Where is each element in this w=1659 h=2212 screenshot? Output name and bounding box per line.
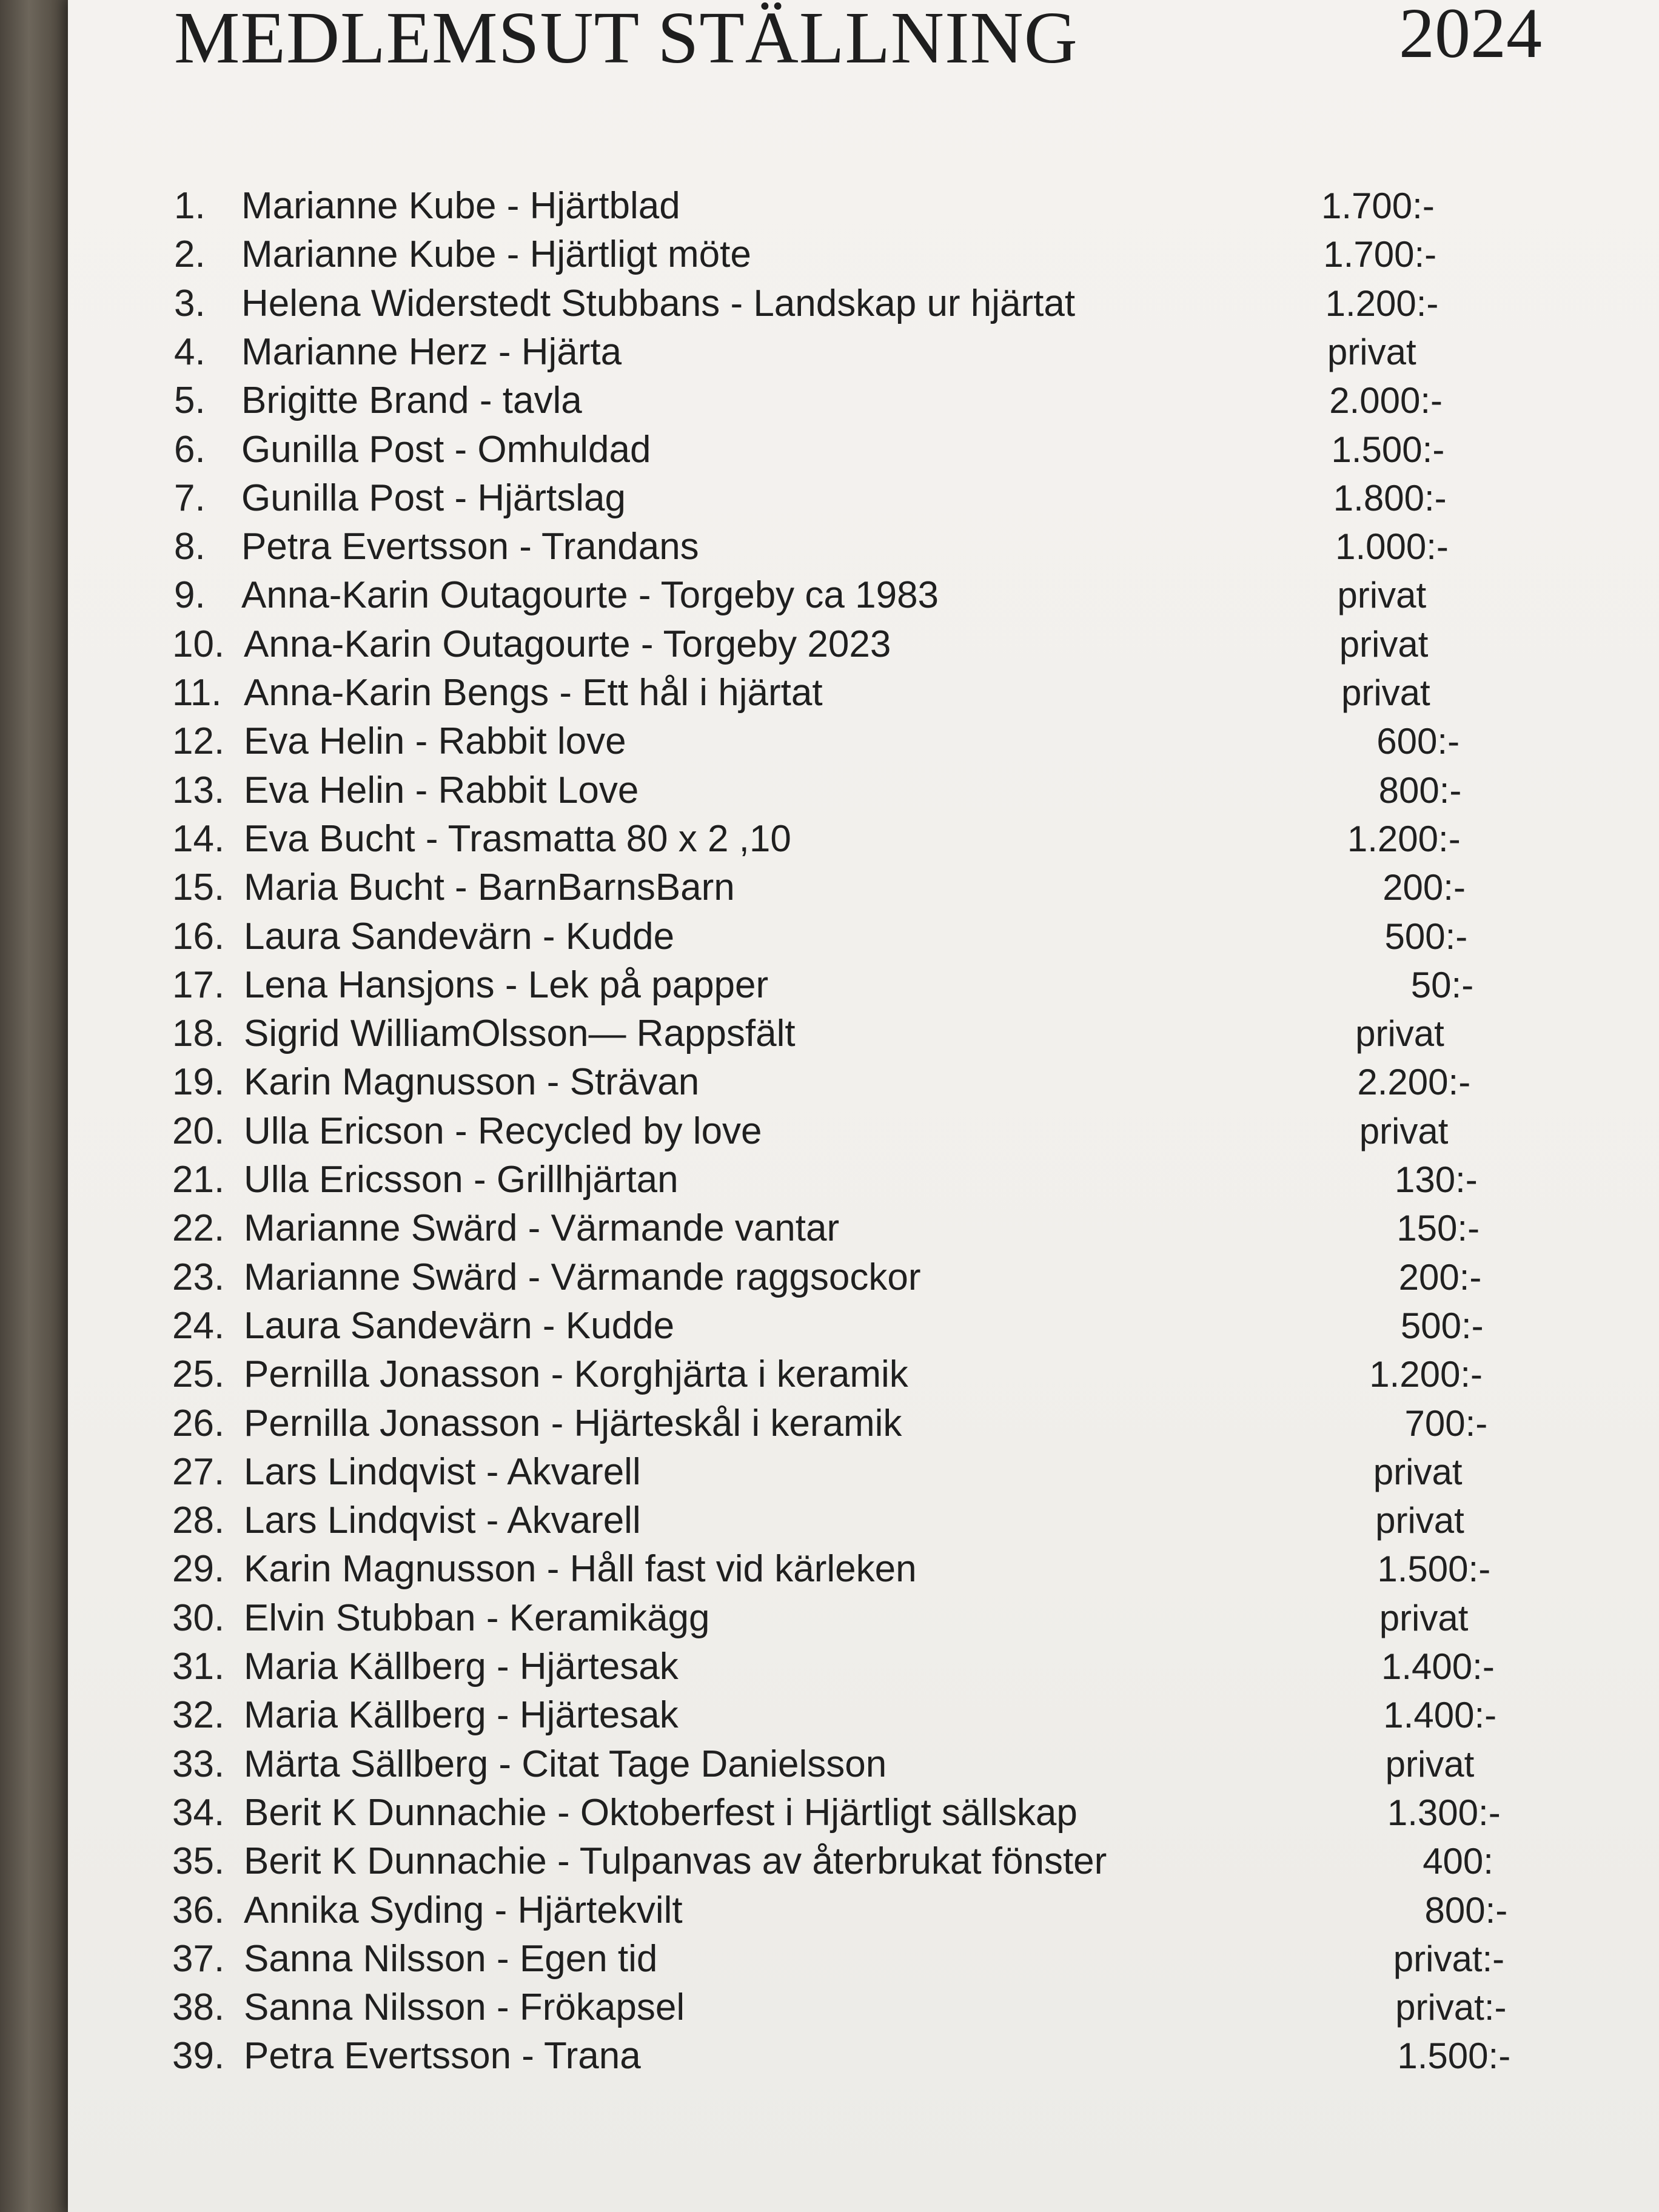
list-item [68,1010,1659,1058]
item-number: 32. [172,1694,225,1737]
item-price: privat [1373,1451,1463,1492]
item-title: Karin Magnusson - Strävan [244,1061,700,1104]
item-price: 1.500:- [1331,429,1445,470]
item-price: privat [1379,1597,1469,1638]
item-number: 23. [172,1256,225,1298]
item-title: Laura Sandevärn - Kudde [244,915,675,957]
item-price: privat [1359,1110,1449,1151]
paper-sheet [68,0,1659,2212]
item-number: 17. [172,964,225,1006]
item-price: 1.200:- [1347,818,1461,859]
item-price: privat [1339,623,1429,665]
item-title: Anna-Karin Outagourte - Torgeby ca 1983 [241,574,939,617]
item-title: Eva Bucht - Trasmatta 80 x 2 ,10 [244,817,791,860]
item-title: Brigitte Brand - tavla [241,380,582,422]
list-item [68,1886,1659,1935]
list-item [68,1545,1659,1594]
item-title: Pernilla Jonasson - Hjärteskål i keramik [244,1402,902,1444]
list-item [68,620,1659,669]
item-title: Eva Helin - Rabbit Love [244,769,639,811]
item-number: 12. [172,720,225,763]
item-price: 1.800:- [1333,477,1447,518]
item-price: 150:- [1396,1208,1480,1249]
item-number: 10. [172,623,225,665]
item-number: 34. [172,1791,225,1834]
item-title: Marianne Swärd - Värmande raggsockor [244,1256,921,1298]
item-title: Marianne Kube - Hjärtligt möte [241,233,751,276]
list-item [68,1643,1659,1691]
item-price: privat [1327,331,1416,372]
item-number: 2. [174,233,206,276]
list-item [68,1935,1659,1983]
item-title: Maria Bucht - BarnBarnsBarn [244,866,735,909]
list-item [68,328,1659,377]
item-number: 18. [172,1013,225,1055]
item-number: 33. [172,1743,225,1785]
item-number: 5. [174,380,206,422]
list-item [68,280,1659,328]
item-number: 29. [172,1548,225,1590]
list-item [68,1594,1659,1643]
item-number: 38. [172,1986,225,2029]
list-item [68,230,1659,279]
list-item [68,377,1659,425]
item-price: privat [1341,672,1430,713]
item-title: Maria Källberg - Hjärtesak [244,1694,679,1737]
item-number: 8. [174,526,206,568]
item-number: 15. [172,866,225,909]
item-number: 11. [172,672,222,714]
item-price: 700:- [1404,1403,1488,1444]
list-item [68,1983,1659,2032]
list-item [68,961,1659,1010]
item-price: 600:- [1376,721,1460,762]
item-number: 35. [172,1840,225,1883]
item-number: 27. [172,1450,225,1493]
list-item [68,1253,1659,1302]
item-title: Eva Helin - Rabbit love [244,720,626,763]
item-title: Marianne Kube - Hjärtblad [241,185,680,227]
list-item [68,1204,1659,1253]
item-title: Anna-Karin Outagourte - Torgeby 2023 [244,623,891,665]
item-price: 1.000:- [1335,526,1449,568]
item-price: 2.000:- [1329,380,1443,421]
item-price: 1.200:- [1369,1354,1483,1395]
item-price: 2.200:- [1357,1062,1471,1103]
list-item [68,1448,1659,1496]
item-title: Pernilla Jonasson - Korghjärta i keramik [244,1353,908,1396]
list-item [68,1399,1659,1448]
item-number: 13. [172,769,225,811]
item-number: 28. [172,1500,225,1542]
item-number: 24. [172,1304,225,1347]
item-price: 50:- [1410,964,1474,1005]
list-item [68,571,1659,620]
item-number: 9. [174,574,206,617]
item-price: 1.400:- [1381,1646,1495,1687]
item-price: 500:- [1400,1305,1484,1346]
item-title: Gunilla Post - Hjärtslag [241,477,626,519]
item-title: Sanna Nilsson - Frökapsel [244,1986,685,2029]
item-price: privat [1385,1743,1475,1785]
item-number: 16. [172,915,225,957]
item-title: Marianne Herz - Hjärta [241,330,622,373]
item-number: 4. [174,330,206,373]
item-price: privat:- [1395,1987,1507,2028]
item-price: privat [1375,1500,1464,1541]
list-item [68,1837,1659,1886]
item-title: Ulla Ericson - Recycled by love [244,1110,762,1152]
item-price: 1.500:- [1397,2036,1511,2077]
item-number: 3. [174,282,206,324]
item-number: 6. [174,428,206,471]
list-item [68,863,1659,912]
list-item [68,1691,1659,1740]
item-title: Maria Källberg - Hjärtesak [244,1646,679,1687]
page-title: MEDLEMSUT STÄLLNING [174,0,1078,79]
item-number: 19. [172,1061,225,1104]
item-price: 800:- [1424,1889,1508,1931]
item-price: 800:- [1378,769,1462,811]
list-item [68,474,1659,523]
list-item [68,669,1659,717]
page-year: 2024 [1399,0,1542,73]
item-title: Berit K Dunnachie - Tulpanvas av återbrukat fönster [244,1840,1107,1883]
item-number: 36. [172,1889,225,1931]
item-price: 1.400:- [1383,1695,1497,1736]
item-number: 22. [172,1207,225,1250]
item-price: 1.700:- [1321,186,1435,226]
item-price: 400: [1423,1841,1493,1882]
item-number: 31. [172,1646,225,1687]
item-title: Annika Syding - Hjärtekvilt [244,1889,683,1931]
item-title: Sanna Nilsson - Egen tid [244,1937,658,1980]
item-price: 1.300:- [1387,1792,1501,1833]
item-price: 1.200:- [1325,283,1439,324]
item-title: Marianne Swärd - Värmande vantar [244,1207,840,1250]
item-price: privat [1337,575,1427,616]
item-title: Gunilla Post - Omhuldad [241,428,651,471]
item-number: 20. [172,1110,225,1152]
item-number: 7. [174,477,206,519]
list-item [68,1302,1659,1350]
item-price: 200:- [1382,867,1466,908]
item-title: Petra Evertsson - Trandans [241,526,699,568]
list-item [68,1156,1659,1204]
exhibit-list [68,0,1659,2212]
list-item [68,1496,1659,1545]
item-title: Sigrid WilliamOlsson— Rappsfält [244,1013,796,1055]
item-number: 1. [174,185,206,227]
item-number: 37. [172,1937,225,1980]
list-item [68,815,1659,863]
item-price: 200:- [1398,1256,1482,1298]
list-item [68,2032,1659,2080]
list-item [68,182,1659,230]
list-item [68,717,1659,766]
item-price: 500:- [1384,916,1468,957]
item-title: Elvin Stubban - Keramikägg [244,1597,710,1639]
wall-background [0,0,73,2212]
item-title: Lars Lindqvist - Akvarell [244,1450,641,1493]
list-item [68,913,1659,961]
list-item [68,1350,1659,1399]
item-price: 130:- [1395,1159,1478,1200]
item-title: Märta Sällberg - Citat Tage Danielsson [244,1743,887,1785]
item-number: 30. [172,1597,225,1639]
item-price: 1.500:- [1377,1549,1491,1590]
item-title: Lars Lindqvist - Akvarell [244,1500,641,1542]
list-item [68,1789,1659,1837]
item-title: Lena Hansjons - Lek på papper [244,964,769,1006]
item-number: 21. [172,1159,225,1201]
list-item [68,1740,1659,1789]
item-title: Ulla Ericsson - Grillhjärtan [244,1159,679,1201]
item-number: 14. [172,817,225,860]
list-item [68,766,1659,815]
item-number: 26. [172,1402,225,1444]
item-price: privat [1355,1013,1444,1054]
item-price: privat:- [1393,1938,1505,1979]
item-number: 25. [172,1353,225,1396]
list-item [68,523,1659,571]
list-item [68,1058,1659,1107]
item-price: 1.700:- [1323,234,1437,275]
item-title: Laura Sandevärn - Kudde [244,1304,675,1347]
item-number: 39. [172,2035,225,2077]
item-title: Karin Magnusson - Håll fast vid kärleken [244,1548,917,1590]
item-title: Berit K Dunnachie - Oktoberfest i Hjärtligt sällskap [244,1791,1078,1834]
list-item [68,1107,1659,1156]
item-title: Helena Widerstedt Stubbans - Landskap ur hjärtat [241,282,1076,324]
item-title: Anna-Karin Bengs - Ett hål i hjärtat [244,672,823,714]
item-title: Petra Evertsson - Trana [244,2035,641,2077]
list-item [68,426,1659,474]
